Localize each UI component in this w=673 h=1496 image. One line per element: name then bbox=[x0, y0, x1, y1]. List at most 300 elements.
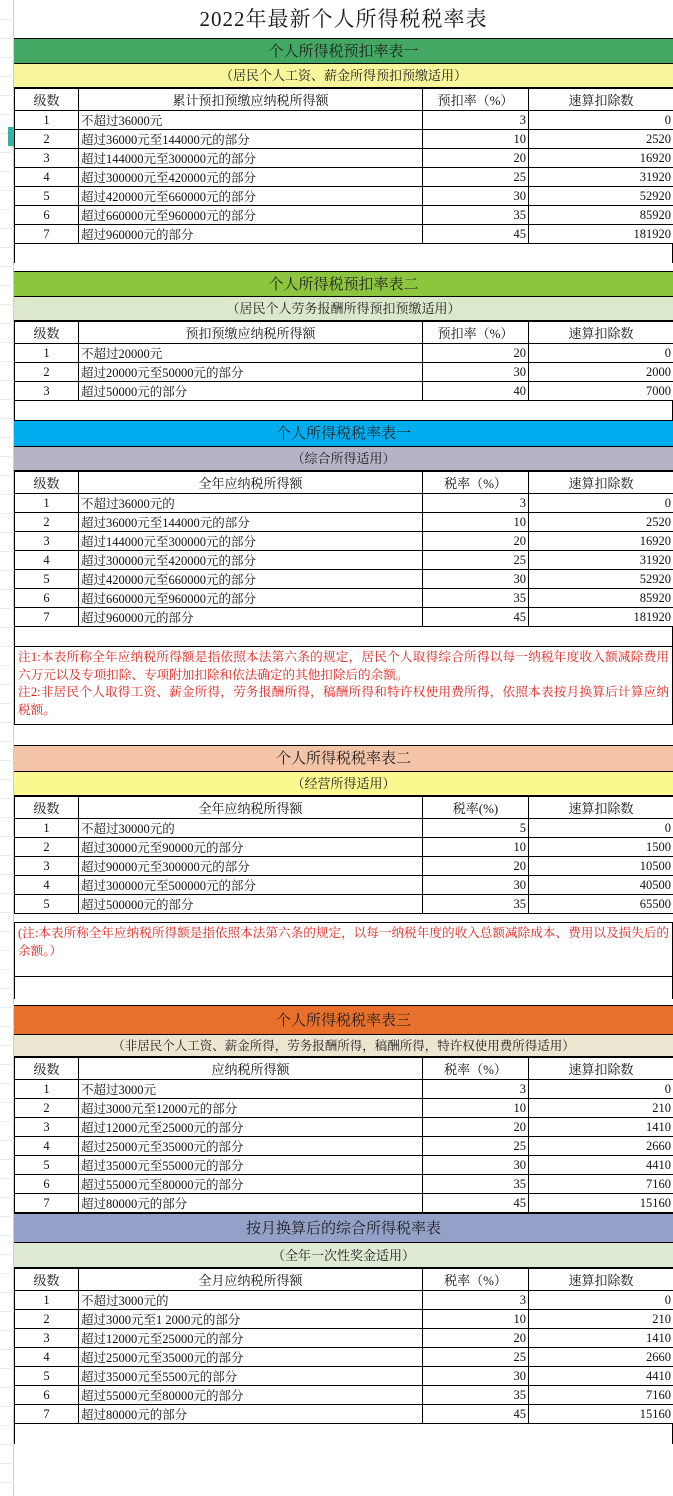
cell-rate: 20 bbox=[423, 344, 529, 363]
cell-quick-deduction: 181920 bbox=[529, 608, 673, 627]
cell-amount-range: 超过55000元至80000元的部分 bbox=[79, 1175, 423, 1194]
table-row bbox=[15, 608, 673, 627]
cell-level: 4 bbox=[15, 1348, 79, 1367]
cell-rate: 20 bbox=[423, 1329, 529, 1348]
cell-quick-deduction: 210 bbox=[529, 1099, 673, 1118]
gutter-row-divider bbox=[0, 532, 14, 533]
cell-rate: 25 bbox=[423, 168, 529, 187]
cell-rate: 45 bbox=[423, 1405, 529, 1424]
cell-rate: 30 bbox=[423, 876, 529, 895]
cell-level: 6 bbox=[15, 589, 79, 608]
cell-amount-range: 不超过36000元的 bbox=[79, 494, 423, 513]
gutter-row-divider bbox=[0, 171, 14, 172]
gutter-row-divider bbox=[0, 1045, 14, 1046]
blank-row-after-note-2 bbox=[14, 977, 673, 999]
table-row bbox=[15, 819, 673, 838]
gutter-row-divider bbox=[0, 266, 14, 267]
gutter-row-divider bbox=[0, 1235, 14, 1236]
table-row bbox=[15, 1080, 673, 1099]
table-row bbox=[15, 168, 673, 187]
section-header-withhold-table-1: 个人所得税预扣率表一 bbox=[14, 38, 673, 64]
section-subtitle-rate-table-3: （非居民个人工资、薪金所得，劳务报酬所得，稿酬所得，特许权使用费所得适用） bbox=[14, 1035, 673, 1057]
row-gutter bbox=[0, 0, 14, 1496]
cell-level: 1 bbox=[15, 819, 79, 838]
gutter-row-divider bbox=[0, 209, 14, 210]
gutter-row-divider bbox=[0, 1425, 14, 1426]
cell-level: 3 bbox=[15, 532, 79, 551]
cell-level: 5 bbox=[15, 1156, 79, 1175]
cell-level: 4 bbox=[15, 551, 79, 570]
section-subtitle-withhold-table-1: （居民个人工资、薪金所得预扣预缴适用） bbox=[14, 64, 673, 88]
gutter-row-divider bbox=[0, 741, 14, 742]
gutter-row-divider bbox=[0, 1216, 14, 1217]
gutter-row-divider bbox=[0, 304, 14, 305]
col-header-level: 级数 bbox=[15, 322, 79, 344]
cell-level: 2 bbox=[15, 1310, 79, 1329]
gutter-row-divider bbox=[0, 437, 14, 438]
cell-quick-deduction: 4410 bbox=[529, 1367, 673, 1386]
gutter-row-divider bbox=[0, 456, 14, 457]
note-line-2: 注2:非居民个人取得工资、薪金所得，劳务报酬所得，稿酬所得和特许权使用费所得，依照本表按月换算后计算应纳税额。 bbox=[18, 685, 669, 717]
gutter-row-divider bbox=[0, 342, 14, 343]
cell-amount-range: 不超过36000元 bbox=[79, 111, 423, 130]
blank-row-after-monthly-table bbox=[14, 1424, 673, 1444]
cell-rate: 5 bbox=[423, 819, 529, 838]
table-row bbox=[15, 149, 673, 168]
cell-level: 3 bbox=[15, 149, 79, 168]
col-header-rate: 预扣率（%） bbox=[423, 322, 529, 344]
table-row bbox=[15, 1175, 673, 1194]
cell-quick-deduction: 15160 bbox=[529, 1194, 673, 1213]
cell-amount-range: 超过55000元至80000元的部分 bbox=[79, 1386, 423, 1405]
gutter-row-divider bbox=[0, 1292, 14, 1293]
table-row bbox=[15, 1310, 673, 1329]
gutter-row-divider bbox=[0, 1083, 14, 1084]
gutter-row-divider bbox=[0, 589, 14, 590]
gutter-row-divider bbox=[0, 1482, 14, 1483]
cell-amount-range: 超过420000元至660000元的部分 bbox=[79, 187, 423, 206]
cell-rate: 3 bbox=[423, 1080, 529, 1099]
table-row bbox=[15, 589, 673, 608]
gutter-row-divider bbox=[0, 1463, 14, 1464]
gutter-row-divider bbox=[0, 950, 14, 951]
blank-row-after-rate-table-1 bbox=[14, 627, 673, 646]
table-row bbox=[15, 532, 673, 551]
cell-amount-range: 超过36000元至144000元的部分 bbox=[79, 513, 423, 532]
cell-level: 3 bbox=[15, 1329, 79, 1348]
cell-amount-range: 超过12000元至25000元的部分 bbox=[79, 1329, 423, 1348]
cell-level: 2 bbox=[15, 130, 79, 149]
cell-quick-deduction: 85920 bbox=[529, 206, 673, 225]
cell-rate: 25 bbox=[423, 1348, 529, 1367]
table-header-row bbox=[15, 322, 673, 344]
cell-amount-range: 不超过3000元 bbox=[79, 1080, 423, 1099]
cell-level: 1 bbox=[15, 111, 79, 130]
table-header-row bbox=[15, 797, 673, 819]
cell-quick-deduction: 0 bbox=[529, 111, 673, 130]
gutter-row-divider bbox=[0, 1178, 14, 1179]
cell-rate: 30 bbox=[423, 1367, 529, 1386]
gutter-row-divider bbox=[0, 969, 14, 970]
cell-rate: 10 bbox=[423, 1099, 529, 1118]
cell-level: 6 bbox=[15, 206, 79, 225]
gutter-row-divider bbox=[0, 380, 14, 381]
gutter-row-divider bbox=[0, 323, 14, 324]
gutter-row-divider bbox=[0, 1121, 14, 1122]
gutter-row-divider bbox=[0, 722, 14, 723]
table-row bbox=[15, 187, 673, 206]
table-row bbox=[15, 1194, 673, 1213]
col-header-amount: 累计预扣预缴应纳税所得额 bbox=[79, 89, 423, 111]
cell-level: 5 bbox=[15, 187, 79, 206]
gutter-row-divider bbox=[0, 57, 14, 58]
cell-rate: 20 bbox=[423, 532, 529, 551]
cell-amount-range: 超过30000元至90000元的部分 bbox=[79, 838, 423, 857]
table-row bbox=[15, 1291, 673, 1310]
cell-rate: 30 bbox=[423, 570, 529, 589]
cell-level: 6 bbox=[15, 1386, 79, 1405]
gutter-row-divider bbox=[0, 76, 14, 77]
col-header-amount: 应纳税所得额 bbox=[79, 1058, 423, 1080]
table-row bbox=[15, 363, 673, 382]
section-header-rate-table-2: 个人所得税税率表二 bbox=[14, 745, 673, 772]
table-rate-table-2 bbox=[14, 796, 673, 914]
note-line-1: 注1:本表所称全年应纳税所得额是指依照本法第六条的规定，居民个人取得综合所得以每一纳税年度收入额减除费用六万元以及专项扣除、专项附加扣除和依法确定的其他扣除后的余额。 bbox=[18, 650, 669, 682]
cell-level: 4 bbox=[15, 1137, 79, 1156]
cell-quick-deduction: 2520 bbox=[529, 513, 673, 532]
gap-after-note-1 bbox=[14, 725, 673, 745]
cell-amount-range: 超过36000元至144000元的部分 bbox=[79, 130, 423, 149]
table-row bbox=[15, 857, 673, 876]
gutter-row-divider bbox=[0, 779, 14, 780]
cell-amount-range: 超过500000元的部分 bbox=[79, 895, 423, 914]
cell-rate: 35 bbox=[423, 206, 529, 225]
cell-quick-deduction: 181920 bbox=[529, 225, 673, 244]
table-row bbox=[15, 1329, 673, 1348]
cell-quick-deduction: 0 bbox=[529, 819, 673, 838]
cell-level: 7 bbox=[15, 1194, 79, 1213]
gutter-row-divider bbox=[0, 1026, 14, 1027]
cell-level: 7 bbox=[15, 1405, 79, 1424]
cell-quick-deduction: 2660 bbox=[529, 1348, 673, 1367]
cell-level: 2 bbox=[15, 1099, 79, 1118]
cell-amount-range: 超过90000元至300000元的部分 bbox=[79, 857, 423, 876]
section-header-withhold-table-2: 个人所得税预扣率表二 bbox=[14, 271, 673, 297]
table-row bbox=[15, 1367, 673, 1386]
cell-quick-deduction: 7160 bbox=[529, 1386, 673, 1405]
cell-amount-range: 超过960000元的部分 bbox=[79, 225, 423, 244]
gutter-row-divider bbox=[0, 1064, 14, 1065]
table-row bbox=[15, 1348, 673, 1367]
gutter-row-divider bbox=[0, 247, 14, 248]
table-row bbox=[15, 895, 673, 914]
cell-level: 5 bbox=[15, 895, 79, 914]
gap-after-rate-table-2 bbox=[14, 914, 673, 922]
table-row bbox=[15, 1137, 673, 1156]
cell-level: 3 bbox=[15, 1118, 79, 1137]
cell-amount-range: 超过144000元至300000元的部分 bbox=[79, 532, 423, 551]
cell-quick-deduction: 1500 bbox=[529, 838, 673, 857]
note-block-comprehensive-income bbox=[14, 646, 673, 725]
cell-quick-deduction: 52920 bbox=[529, 570, 673, 589]
gutter-row-divider bbox=[0, 1311, 14, 1312]
table-monthly-converted-table bbox=[14, 1268, 673, 1424]
cell-amount-range: 超过144000元至300000元的部分 bbox=[79, 149, 423, 168]
col-header-deduction: 速算扣除数 bbox=[529, 1269, 673, 1291]
cell-quick-deduction: 4410 bbox=[529, 1156, 673, 1175]
cell-level: 1 bbox=[15, 494, 79, 513]
gutter-row-divider bbox=[0, 665, 14, 666]
gutter-row-divider bbox=[0, 418, 14, 419]
table-row bbox=[15, 494, 673, 513]
section-header-rate-table-3: 个人所得税税率表三 bbox=[14, 1005, 673, 1035]
cell-amount-range: 超过25000元至35000元的部分 bbox=[79, 1348, 423, 1367]
gutter-row-divider bbox=[0, 513, 14, 514]
cell-rate: 45 bbox=[423, 1194, 529, 1213]
cell-rate: 10 bbox=[423, 130, 529, 149]
cell-amount-range: 超过300000元至420000元的部分 bbox=[79, 168, 423, 187]
table-withhold-table-1 bbox=[14, 88, 673, 244]
gutter-row-divider bbox=[0, 95, 14, 96]
cell-rate: 45 bbox=[423, 225, 529, 244]
gutter-row-divider bbox=[0, 798, 14, 799]
cell-quick-deduction: 0 bbox=[529, 1291, 673, 1310]
cell-amount-range: 不超过3000元的 bbox=[79, 1291, 423, 1310]
table-row bbox=[15, 838, 673, 857]
cell-rate: 30 bbox=[423, 363, 529, 382]
note-line-1: (注:本表所称全年应纳税所得额是指依照本法第六条的规定，以每一纳税年度的收入总额减除成本、费用以及损失后的余额。） bbox=[18, 926, 669, 958]
cell-quick-deduction: 65500 bbox=[529, 895, 673, 914]
gutter-row-divider bbox=[0, 1197, 14, 1198]
cell-rate: 25 bbox=[423, 1137, 529, 1156]
cell-level: 3 bbox=[15, 857, 79, 876]
gutter-row-divider bbox=[0, 893, 14, 894]
gutter-row-divider bbox=[0, 1349, 14, 1350]
blank-row-after-table-1 bbox=[14, 244, 673, 263]
table-row bbox=[15, 206, 673, 225]
cell-rate: 20 bbox=[423, 1118, 529, 1137]
cell-rate: 35 bbox=[423, 1175, 529, 1194]
gutter-row-divider bbox=[0, 1159, 14, 1160]
cell-quick-deduction: 40500 bbox=[529, 876, 673, 895]
cell-quick-deduction: 7000 bbox=[529, 382, 673, 401]
cell-rate: 30 bbox=[423, 1156, 529, 1175]
table-row bbox=[15, 1118, 673, 1137]
cell-level: 1 bbox=[15, 1291, 79, 1310]
cell-quick-deduction: 85920 bbox=[529, 589, 673, 608]
cell-quick-deduction: 210 bbox=[529, 1310, 673, 1329]
table-row bbox=[15, 111, 673, 130]
cell-level: 2 bbox=[15, 363, 79, 382]
cell-quick-deduction: 1410 bbox=[529, 1118, 673, 1137]
col-header-amount: 预扣预缴应纳税所得额 bbox=[79, 322, 423, 344]
table-header-row bbox=[15, 89, 673, 111]
cell-level: 5 bbox=[15, 570, 79, 589]
gutter-row-divider bbox=[0, 399, 14, 400]
cell-amount-range: 超过300000元至420000元的部分 bbox=[79, 551, 423, 570]
cell-amount-range: 超过35000元至5500元的部分 bbox=[79, 1367, 423, 1386]
table-header-row bbox=[15, 472, 673, 494]
blank-row-after-table-2 bbox=[14, 401, 673, 420]
col-header-rate: 税率（%） bbox=[423, 472, 529, 494]
table-row bbox=[15, 570, 673, 589]
cell-quick-deduction: 7160 bbox=[529, 1175, 673, 1194]
gutter-row-divider bbox=[0, 285, 14, 286]
gutter-row-divider bbox=[0, 703, 14, 704]
col-header-deduction: 速算扣除数 bbox=[529, 797, 673, 819]
cell-level: 2 bbox=[15, 513, 79, 532]
col-header-amount: 全月应纳税所得额 bbox=[79, 1269, 423, 1291]
gutter-row-divider bbox=[0, 817, 14, 818]
gutter-row-divider bbox=[0, 1254, 14, 1255]
cell-level: 5 bbox=[15, 1367, 79, 1386]
cell-rate: 10 bbox=[423, 1310, 529, 1329]
cell-amount-range: 超过420000元至660000元的部分 bbox=[79, 570, 423, 589]
gutter-row-divider bbox=[0, 1406, 14, 1407]
page-title: 2022年最新个人所得税税率表 bbox=[14, 0, 673, 38]
cell-rate: 10 bbox=[423, 838, 529, 857]
cell-amount-range: 超过50000元的部分 bbox=[79, 382, 423, 401]
col-header-amount: 全年应纳税所得额 bbox=[79, 472, 423, 494]
cell-level: 7 bbox=[15, 608, 79, 627]
table-row bbox=[15, 382, 673, 401]
table-row bbox=[15, 1156, 673, 1175]
col-header-rate: 税率（%） bbox=[423, 1058, 529, 1080]
table-row bbox=[15, 130, 673, 149]
section-subtitle-rate-table-1: （综合所得适用） bbox=[14, 447, 673, 471]
table-row bbox=[15, 225, 673, 244]
cell-quick-deduction: 31920 bbox=[529, 168, 673, 187]
cell-rate: 3 bbox=[423, 111, 529, 130]
gutter-row-divider bbox=[0, 551, 14, 552]
cell-level: 1 bbox=[15, 1080, 79, 1099]
cell-rate: 35 bbox=[423, 589, 529, 608]
cell-amount-range: 超过20000元至50000元的部分 bbox=[79, 363, 423, 382]
gutter-row-divider bbox=[0, 874, 14, 875]
table-withhold-table-2 bbox=[14, 321, 673, 401]
gutter-row-divider bbox=[0, 608, 14, 609]
gutter-row-divider bbox=[0, 760, 14, 761]
gutter-row-divider bbox=[0, 494, 14, 495]
cell-quick-deduction: 2660 bbox=[529, 1137, 673, 1156]
cell-amount-range: 超过300000元至500000元的部分 bbox=[79, 876, 423, 895]
cell-amount-range: 超过80000元的部分 bbox=[79, 1405, 423, 1424]
gutter-row-divider bbox=[0, 988, 14, 989]
gutter-row-divider bbox=[0, 152, 14, 153]
cell-rate: 40 bbox=[423, 382, 529, 401]
col-header-deduction: 速算扣除数 bbox=[529, 472, 673, 494]
gutter-row-divider bbox=[0, 836, 14, 837]
gutter-row-divider bbox=[0, 38, 14, 39]
col-header-level: 级数 bbox=[15, 797, 79, 819]
gutter-row-divider bbox=[0, 361, 14, 362]
gutter-row-divider bbox=[0, 855, 14, 856]
cell-amount-range: 超过660000元至960000元的部分 bbox=[79, 206, 423, 225]
cell-amount-range: 超过35000元至55000元的部分 bbox=[79, 1156, 423, 1175]
col-header-rate: 预扣率（%） bbox=[423, 89, 529, 111]
note-block-business-income bbox=[14, 922, 673, 977]
cell-amount-range: 超过12000元至25000元的部分 bbox=[79, 1118, 423, 1137]
gutter-row-divider bbox=[0, 475, 14, 476]
gutter-row-divider bbox=[0, 912, 14, 913]
gutter-row-divider bbox=[0, 228, 14, 229]
section-subtitle-rate-table-2: （经营所得适用） bbox=[14, 772, 673, 796]
cell-level: 7 bbox=[15, 225, 79, 244]
table-rate-table-1 bbox=[14, 471, 673, 627]
col-header-amount: 全年应纳税所得额 bbox=[79, 797, 423, 819]
cell-rate: 45 bbox=[423, 608, 529, 627]
cell-level: 3 bbox=[15, 382, 79, 401]
section-subtitle-withhold-table-2: （居民个人劳务报酬所得预扣预缴适用） bbox=[14, 297, 673, 321]
col-header-level: 级数 bbox=[15, 1269, 79, 1291]
col-header-rate: 税率(%) bbox=[423, 797, 529, 819]
section-subtitle-monthly-converted-table: （全年一次性奖金适用） bbox=[14, 1243, 673, 1268]
cell-level: 2 bbox=[15, 838, 79, 857]
cell-quick-deduction: 16920 bbox=[529, 149, 673, 168]
cell-quick-deduction: 2520 bbox=[529, 130, 673, 149]
cell-amount-range: 超过25000元至35000元的部分 bbox=[79, 1137, 423, 1156]
gutter-row-divider bbox=[0, 684, 14, 685]
table-row bbox=[15, 344, 673, 363]
cell-amount-range: 超过80000元的部分 bbox=[79, 1194, 423, 1213]
cell-quick-deduction: 52920 bbox=[529, 187, 673, 206]
gap-after-table-1 bbox=[14, 263, 673, 271]
col-header-level: 级数 bbox=[15, 89, 79, 111]
gutter-row-divider bbox=[0, 1444, 14, 1445]
cell-quick-deduction: 0 bbox=[529, 344, 673, 363]
gutter-row-divider bbox=[0, 1387, 14, 1388]
gutter-row-divider bbox=[0, 19, 14, 20]
cell-rate: 3 bbox=[423, 494, 529, 513]
cell-quick-deduction: 1410 bbox=[529, 1329, 673, 1348]
cell-amount-range: 超过3000元至1 2000元的部分 bbox=[79, 1310, 423, 1329]
cell-selection-marker bbox=[8, 127, 14, 146]
cell-amount-range: 超过3000元至12000元的部分 bbox=[79, 1099, 423, 1118]
cell-amount-range: 超过960000元的部分 bbox=[79, 608, 423, 627]
gutter-row-divider bbox=[0, 1140, 14, 1141]
col-header-level: 级数 bbox=[15, 1058, 79, 1080]
gutter-row-divider bbox=[0, 190, 14, 191]
cell-amount-range: 超过660000元至960000元的部分 bbox=[79, 589, 423, 608]
gutter-row-divider bbox=[0, 646, 14, 647]
table-row bbox=[15, 551, 673, 570]
table-row bbox=[15, 1099, 673, 1118]
cell-rate: 25 bbox=[423, 551, 529, 570]
cell-quick-deduction: 16920 bbox=[529, 532, 673, 551]
col-header-deduction: 速算扣除数 bbox=[529, 322, 673, 344]
col-header-deduction: 速算扣除数 bbox=[529, 89, 673, 111]
cell-level: 4 bbox=[15, 168, 79, 187]
cell-rate: 35 bbox=[423, 895, 529, 914]
gutter-row-divider bbox=[0, 931, 14, 932]
cell-amount-range: 不超过30000元的 bbox=[79, 819, 423, 838]
gutter-row-divider bbox=[0, 1330, 14, 1331]
gutter-row-divider bbox=[0, 570, 14, 571]
cell-quick-deduction: 15160 bbox=[529, 1405, 673, 1424]
cell-amount-range: 不超过20000元 bbox=[79, 344, 423, 363]
table-rate-table-3 bbox=[14, 1057, 673, 1213]
table-header-row bbox=[15, 1269, 673, 1291]
cell-rate: 10 bbox=[423, 513, 529, 532]
cell-rate: 20 bbox=[423, 149, 529, 168]
gutter-row-divider bbox=[0, 1368, 14, 1369]
table-row bbox=[15, 876, 673, 895]
cell-quick-deduction: 0 bbox=[529, 494, 673, 513]
col-header-deduction: 速算扣除数 bbox=[529, 1058, 673, 1080]
col-header-level: 级数 bbox=[15, 472, 79, 494]
table-row bbox=[15, 1405, 673, 1424]
cell-quick-deduction: 31920 bbox=[529, 551, 673, 570]
